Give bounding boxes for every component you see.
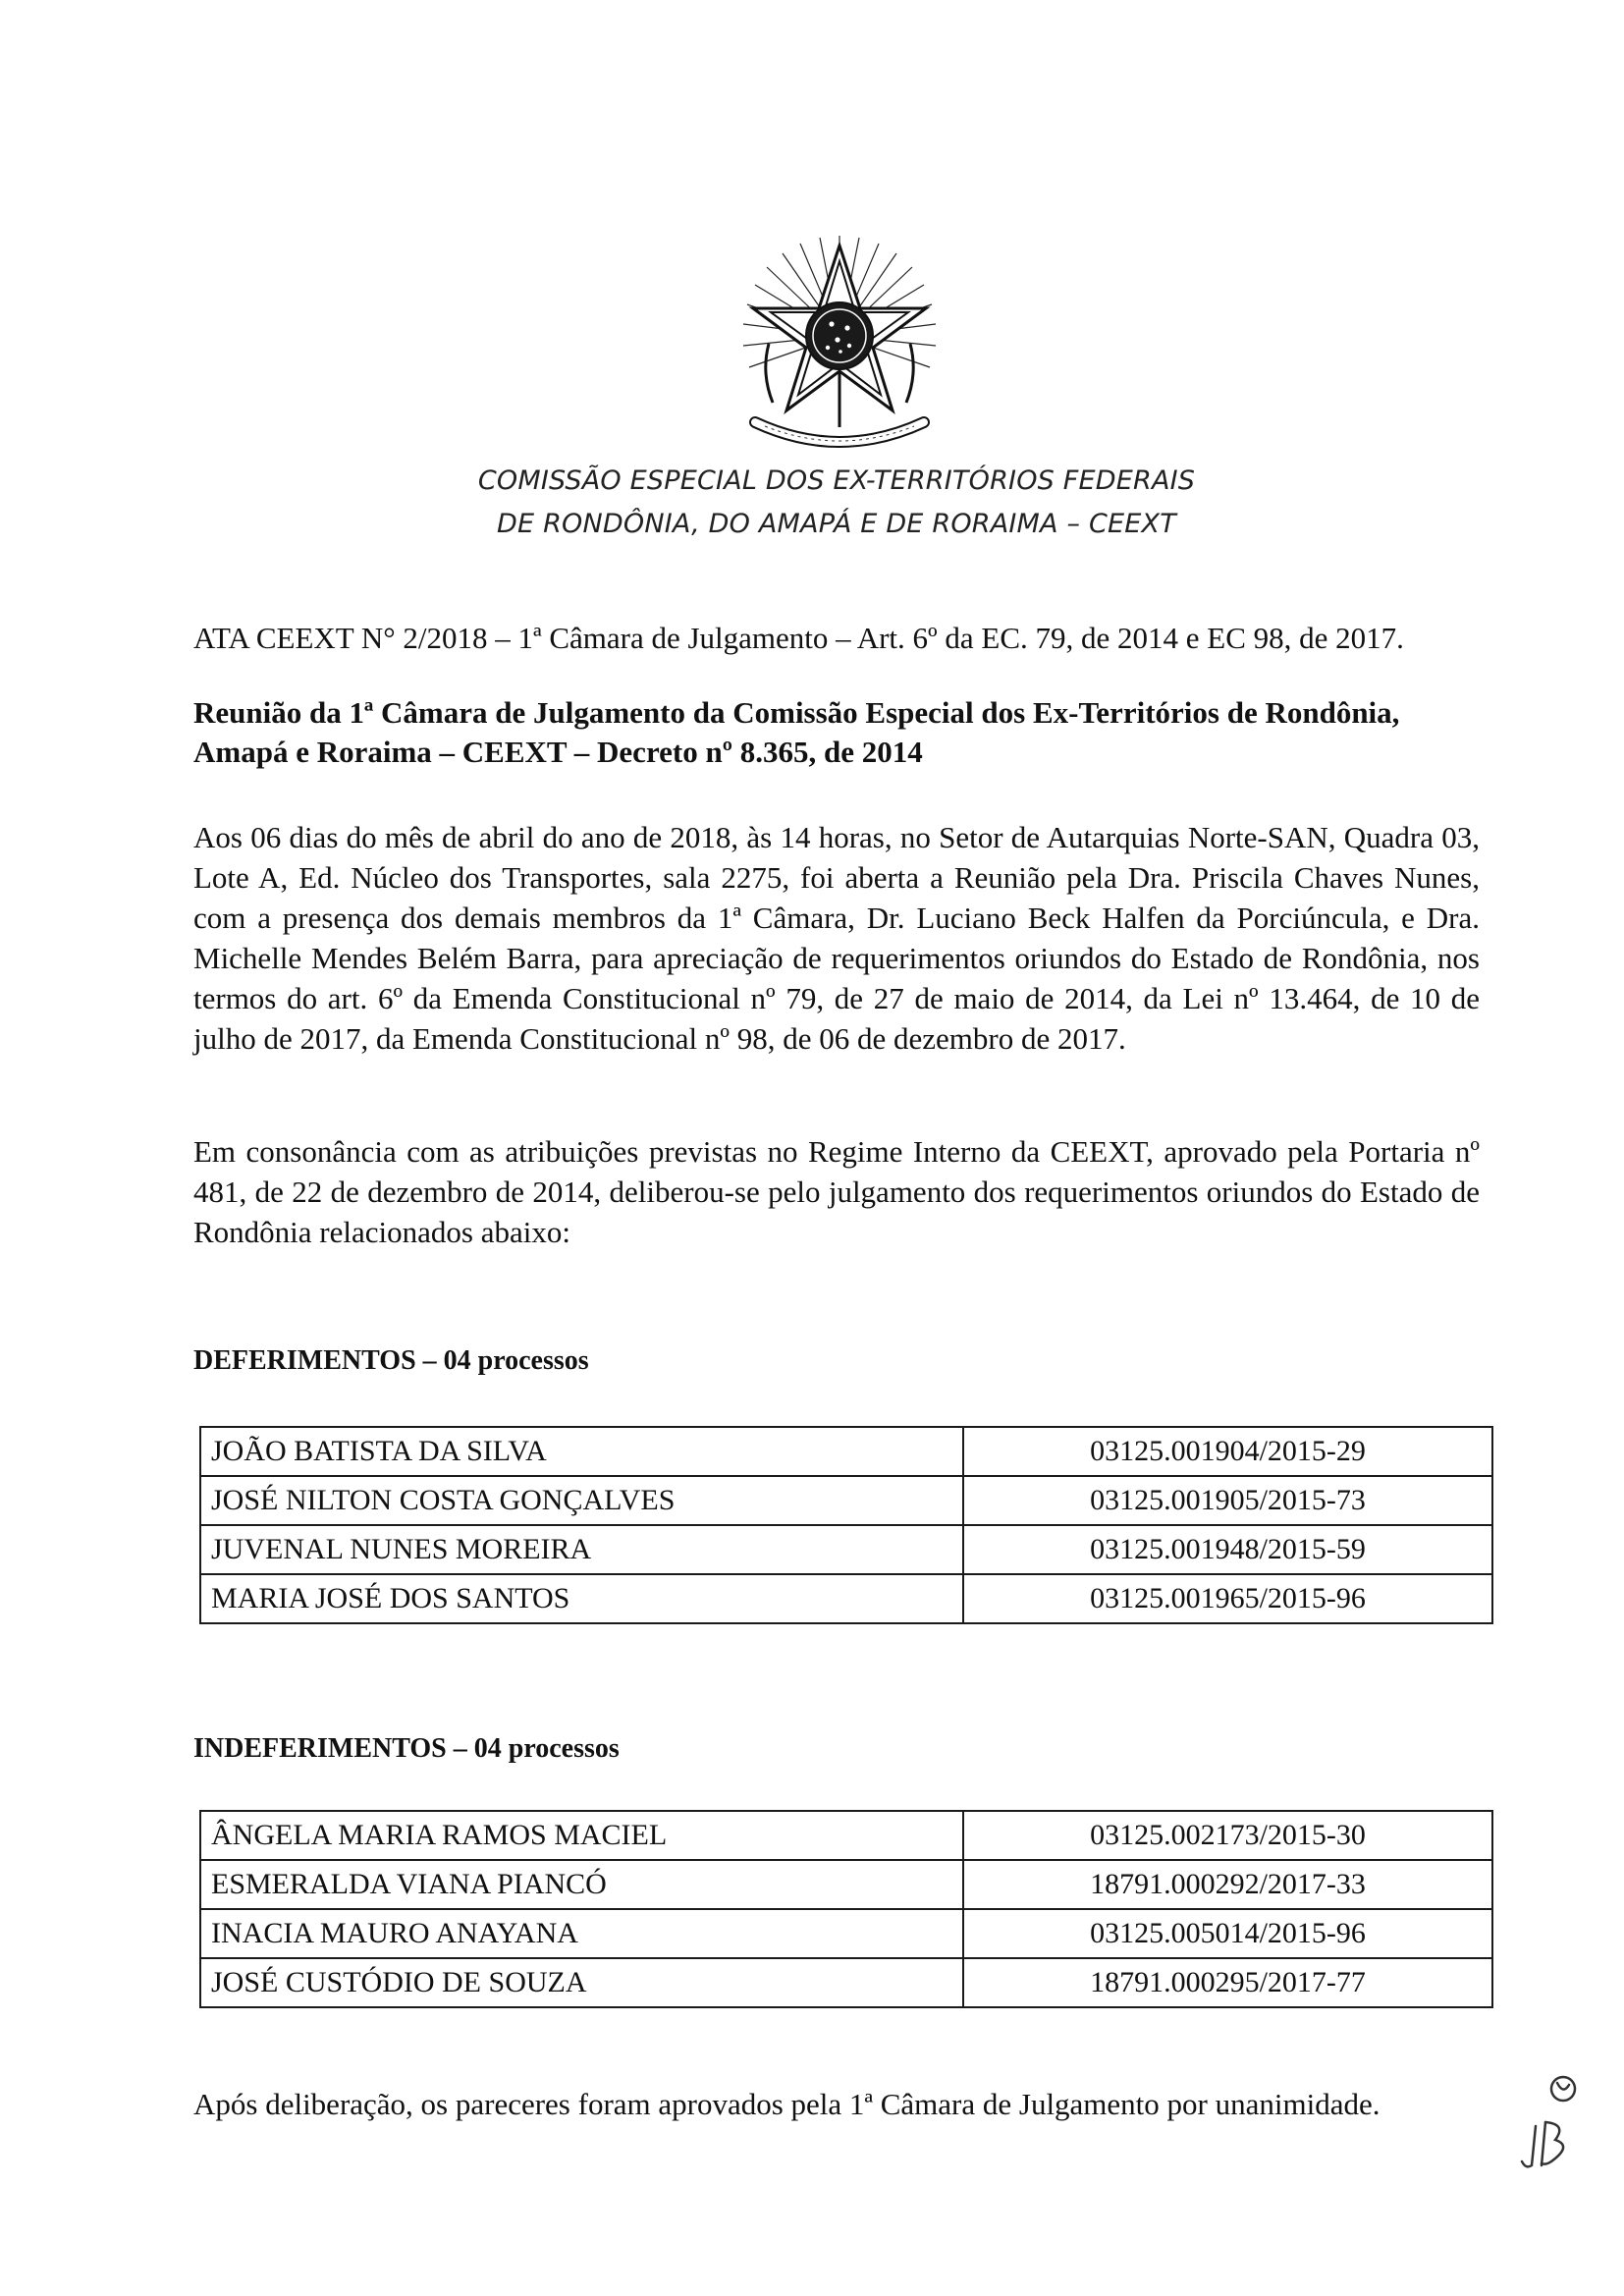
process-number: 03125.001965/2015-96 xyxy=(963,1574,1492,1623)
table-deferimentos xyxy=(199,1426,1493,1624)
table-row xyxy=(200,1860,1492,1909)
process-number: 18791.000295/2017-77 xyxy=(963,1958,1492,2007)
table-row xyxy=(200,1811,1492,1860)
paragraph-deliberation: Em consonância com as atribuições previstas no Regime Interno da CEEXT, aprovado pela Portaria nº 481, de 22 de dezembro de 2014, deliberou-se pelo julgamento dos requerimentos oriundos do Estado de Rondônia relacionados abaixo: xyxy=(193,1134,1480,1249)
table-row xyxy=(200,1476,1492,1525)
table-row xyxy=(200,1427,1492,1476)
header-line-2: DE RONDÔNIA, DO AMAPÁ E DE RORAIMA – CEEXT xyxy=(497,509,1176,539)
applicant-name: ESMERALDA VIANA PIANCÓ xyxy=(200,1860,963,1909)
table-indeferimentos xyxy=(199,1810,1493,2008)
header xyxy=(0,460,1624,546)
applicant-name: ÂNGELA MARIA RAMOS MACIEL xyxy=(200,1811,963,1860)
process-number: 18791.000292/2017-33 xyxy=(963,1860,1492,1909)
table-row xyxy=(200,1909,1492,1958)
table-row xyxy=(200,1525,1492,1574)
table-row xyxy=(200,1958,1492,2007)
process-number: 03125.002173/2015-30 xyxy=(963,1811,1492,1860)
section-title-deferimentos: DEFERIMENTOS – 04 processos xyxy=(193,1345,589,1376)
header-line-1: COMISSÃO ESPECIAL DOS EX-TERRITÓRIOS FEDERAIS xyxy=(477,465,1196,496)
closing-statement: Após deliberação, os pareceres foram aprovados pela 1ª Câmara de Julgamento por unanimidade. xyxy=(193,2087,1380,2121)
applicant-name: JUVENAL NUNES MOREIRA xyxy=(200,1525,963,1574)
brazil-coat-of-arms-icon xyxy=(722,226,957,462)
section-title-indeferimentos: INDEFERIMENTOS – 04 processos xyxy=(193,1733,620,1764)
table-row xyxy=(200,1574,1492,1623)
process-number: 03125.001948/2015-59 xyxy=(963,1525,1492,1574)
process-number: 03125.001905/2015-73 xyxy=(963,1476,1492,1525)
process-number: 03125.001904/2015-29 xyxy=(963,1427,1492,1476)
applicant-name: INACIA MAURO ANAYANA xyxy=(200,1909,963,1958)
applicant-name: JOSÉ NILTON COSTA GONÇALVES xyxy=(200,1476,963,1525)
applicant-name: MARIA JOSÉ DOS SANTOS xyxy=(200,1574,963,1623)
handwritten-initials-icon xyxy=(1512,2067,1591,2175)
document-title: ATA CEEXT N° 2/2018 – 1ª Câmara de Julgamento – Art. 6º da EC. 79, de 2014 e EC 98, de 2017. xyxy=(193,621,1404,655)
paragraph-opening: Aos 06 dias do mês de abril do ano de 2018, às 14 horas, no Setor de Autarquias Norte-SAN, Quadra 03, Lote A, Ed. Núcleo dos Transportes, sala 2275, foi aberta a Reunião pela Dra. Priscila Chaves Nunes, com a presença dos demais membros da 1ª Câmara, Dr. Luciano Beck Halfen da Porciúncula, e Dra. Michelle Mendes Belém Barra, para apreciação de requerimentos oriundos do Estado de Rondônia, nos termos do art. 6º da Emenda Constitucional nº 79, de 27 de maio de 2014, da Lei nº 13.464, de 10 de julho de 2017, da Emenda Constitucional nº 98, de 06 de dezembro de 2017. xyxy=(193,820,1480,1056)
process-number: 03125.005014/2015-96 xyxy=(963,1909,1492,1958)
document-subtitle: Reunião da 1ª Câmara de Julgamento da Comissão Especial dos Ex-Territórios de Rondônia, Amapá e Roraima – CEEXT – Decreto nº 8.365, de 2014 xyxy=(193,695,1400,769)
applicant-name: JOSÉ CUSTÓDIO DE SOUZA xyxy=(200,1958,963,2007)
applicant-name: JOÃO BATISTA DA SILVA xyxy=(200,1427,963,1476)
